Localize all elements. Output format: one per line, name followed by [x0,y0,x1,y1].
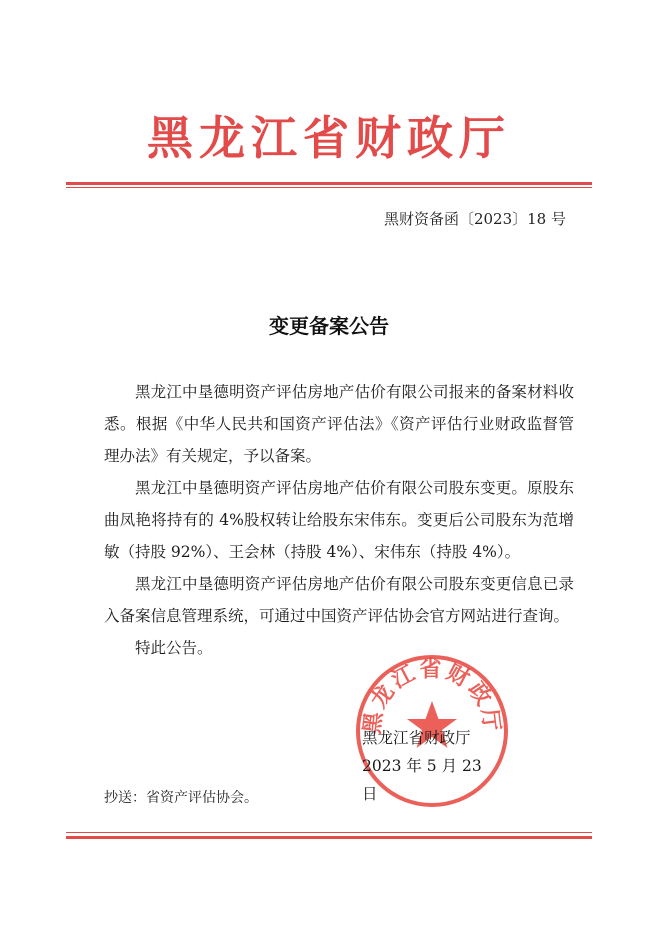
footer-rule-thin [66,832,592,833]
cc-line: 抄送：省资产评估协会。 [104,790,258,806]
letterhead-rule-thick [66,182,592,185]
paragraph-closing: 特此公告。 [135,639,213,657]
signature-block [362,724,502,808]
paragraph-system-record: 黑龙江中垦德明资产评估房地产估价有限公司股东变更信息已录入备案信息管理系统，可通过中国资产评估协会官方网站进行查询。 [104,575,574,625]
svg-text:黑龙江省财政厅: 黑龙江省财政厅 [360,657,504,736]
document-title: 变更备案公告 [269,314,389,338]
paragraph-filing-receipt: 黑龙江中垦德明资产评估房地产估价有限公司报来的备案材料收悉。根据《中华人民共和国资产评估法》《资产评估行业财政监督管理办法》有关规定，予以备案。 [104,383,574,465]
signing-date: 2023 年 5 月 23 日 [362,757,482,803]
agency-letterhead-title: 黑龙江省财政厅 [147,111,511,165]
footer-rule-thick [66,836,592,839]
letterhead-rule-thin [66,187,592,188]
paragraph-shareholder-change: 黑龙江中垦德明资产评估房地产估价有限公司股东变更。原股东曲凤艳将持有的 4%股权转让给股东宋伟东。变更后公司股东为范增敏（持股 92%）、王会林（持股 4%）、宋伟东（持股 4%）。 [104,479,574,561]
document-number: 黑财资备函〔2023〕18 号 [383,210,566,228]
signer-name: 黑龙江省财政厅 [362,729,471,747]
document-body [104,376,574,664]
